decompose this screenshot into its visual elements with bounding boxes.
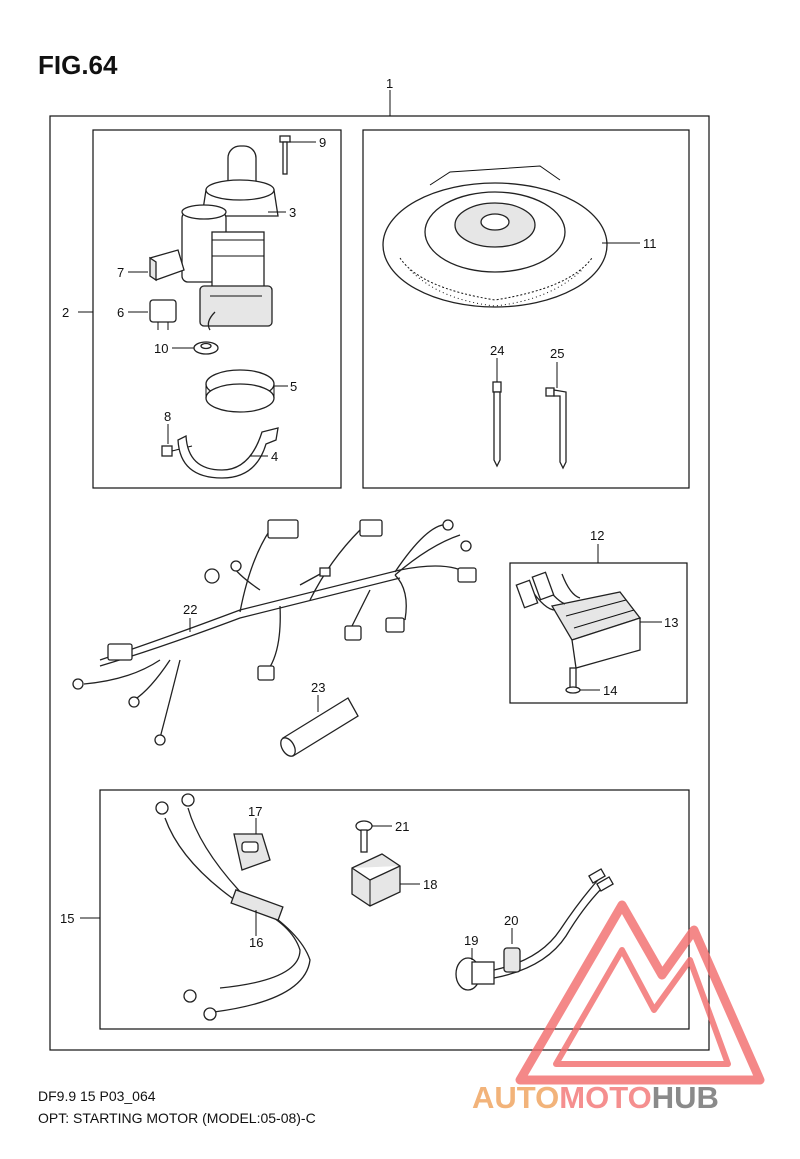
callout-11: 11 xyxy=(643,236,657,251)
callout-12: 12 xyxy=(590,528,605,543)
callout-labels xyxy=(60,76,678,950)
callout-8: 8 xyxy=(164,409,172,424)
callout-18: 18 xyxy=(423,877,438,892)
screw-14 xyxy=(566,668,580,693)
callout-9: 9 xyxy=(319,135,327,150)
watermark-auto: AUTO xyxy=(472,1080,560,1115)
band-5 xyxy=(206,370,274,412)
callout-17: 17 xyxy=(248,804,263,819)
figure-title: FIG.64 xyxy=(38,50,118,80)
callout-5: 5 xyxy=(290,379,298,394)
callout-3: 3 xyxy=(289,205,297,220)
callout-25: 25 xyxy=(550,346,565,361)
callout-15: 15 xyxy=(60,911,75,926)
callout-7: 7 xyxy=(117,265,125,280)
wire-harness-22 xyxy=(73,520,476,745)
switch-19 xyxy=(456,958,494,990)
callout-10: 10 xyxy=(154,341,169,356)
holder-18 xyxy=(352,854,400,906)
callout-2: 2 xyxy=(62,305,70,320)
figure-code: DF9.9 15 P03_064 xyxy=(38,1088,156,1104)
callout-19: 19 xyxy=(464,933,479,948)
rectifier-13 xyxy=(516,572,640,668)
relay-6 xyxy=(150,300,176,330)
callout-16: 16 xyxy=(249,935,264,950)
callout-23: 23 xyxy=(311,680,326,695)
callout-6: 6 xyxy=(117,305,125,320)
watermark-hub: HUB xyxy=(651,1080,719,1115)
callout-20: 20 xyxy=(504,913,519,928)
callout-14: 14 xyxy=(603,683,618,698)
callout-1: 1 xyxy=(386,76,394,91)
flywheel-11 xyxy=(383,166,607,307)
washer-10 xyxy=(194,342,218,354)
bracket-4 xyxy=(178,428,278,478)
callout-22: 22 xyxy=(183,602,198,617)
flywheel-group-box xyxy=(363,130,689,488)
cable-tie-25 xyxy=(546,388,566,468)
battery-cable-16 xyxy=(156,794,310,1020)
watermark-moto: MOTO xyxy=(559,1080,652,1115)
starter-motor xyxy=(182,146,278,330)
callout-13: 13 xyxy=(664,615,679,630)
callout-21: 21 xyxy=(395,819,410,834)
callout-24: 24 xyxy=(490,343,505,358)
bolt-9 xyxy=(280,136,290,174)
callout-4: 4 xyxy=(271,449,279,464)
figure-description: OPT: STARTING MOTOR (MODEL:05-08)-C xyxy=(38,1110,316,1126)
watermark-text xyxy=(472,1080,719,1115)
watermark-logo xyxy=(520,905,760,1080)
relay-7 xyxy=(150,250,184,280)
cable-tie-24 xyxy=(493,382,501,466)
grommet-17 xyxy=(234,834,270,870)
screw-21 xyxy=(356,821,372,852)
